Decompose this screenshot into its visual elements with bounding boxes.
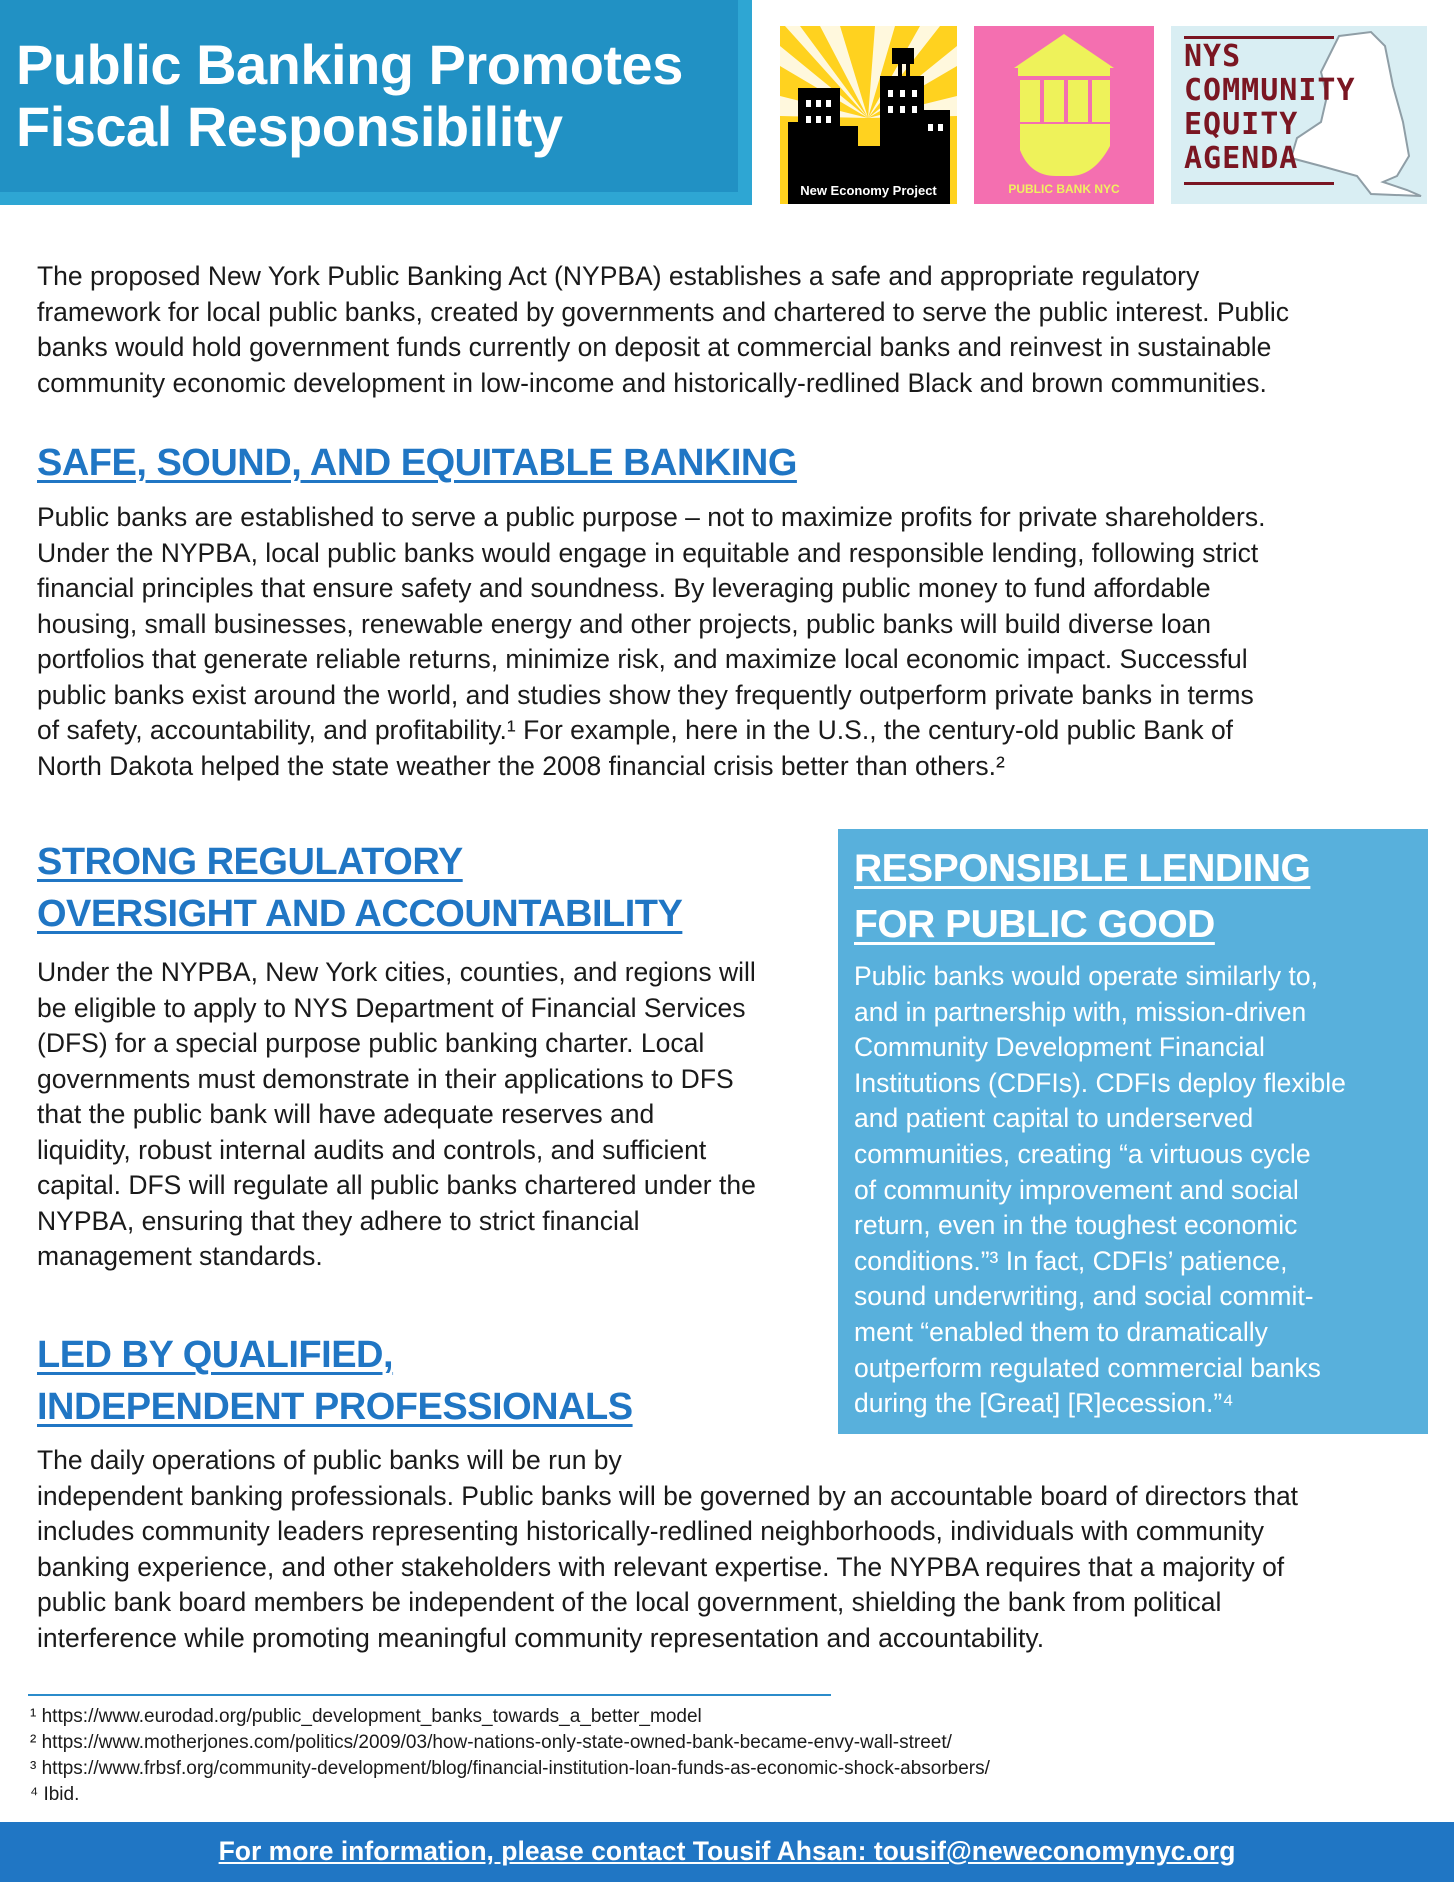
- contact-link[interactable]: For more information, please contact Tousif Ahsan: tousif@neweconomynyc.org: [218, 1836, 1236, 1866]
- text-line: Under the NYPBA, New York cities, counties, and regions will: [37, 957, 756, 987]
- heading-line: INDEPENDENT PROFESSIONALS: [37, 1386, 633, 1428]
- responsible-lending-sidebar: [838, 829, 1428, 1434]
- nys-ceq-top-rule: [1184, 36, 1334, 39]
- text-line: Community Development Financial: [854, 1032, 1265, 1063]
- nys-community-equity-agenda-logo: [1171, 26, 1427, 204]
- text-line: The daily operations of public banks will be run by: [37, 1445, 622, 1475]
- text-line: Under the NYPBA, local public banks would engage in equitable and responsible lending, following strict: [37, 537, 1259, 568]
- contact-footer: [0, 1822, 1454, 1882]
- text-line: (DFS) for a special purpose public banking charter. Local: [37, 1028, 705, 1058]
- new-economy-project-label: New Economy Project: [800, 183, 937, 198]
- text-line: and in partnership with, mission-driven: [854, 996, 1307, 1027]
- footnote-divider: [28, 1694, 831, 1696]
- text-line: banks would hold government funds currently on deposit at commercial banks and reinvest in sustainable: [37, 332, 1272, 362]
- text-line: interference while promoting meaningful community representation and accountability.: [37, 1622, 1045, 1653]
- city-skyline-sunburst-icon: [780, 26, 957, 204]
- text-line: liquidity, robust internal audits and controls, and sufficient: [37, 1134, 707, 1165]
- intro-paragraph: [37, 259, 1289, 401]
- nys-ceq-bottom-rule: [1184, 182, 1334, 185]
- text-line: financial principles that ensure safety and soundness. By leveraging public money to fund affordable: [37, 573, 1211, 603]
- text-line: sound underwriting, and social commit-: [854, 1281, 1314, 1312]
- footnotes: [30, 1704, 990, 1808]
- text-line: Public banks would operate similarly to,: [854, 961, 1318, 991]
- text-line: Institutions (CDFIs). CDFIs deploy flexible: [854, 1067, 1346, 1098]
- bank-fist-icon: [974, 26, 1154, 204]
- nys-ceq-word: NYS: [1184, 39, 1242, 74]
- text-line: includes community leaders representing historically-redlined neighborhoods, individuals with community: [37, 1516, 1264, 1546]
- text-line: NYPBA, ensuring that they adhere to strict financial: [37, 1205, 640, 1236]
- text-line: during the [Great] [R]ecession.”⁴: [854, 1388, 1234, 1419]
- text-line: independent banking professionals. Public banks will be governed by an accountable board of directors that: [37, 1480, 1299, 1511]
- footnote-2[interactable]: ² https://www.motherjones.com/politics/2009/03/how-nations-only-state-owned-bank-became-envy-wall-street/: [30, 1732, 952, 1753]
- text-line: framework for local public banks, created by governments and chartered to serve the public interest. Public: [37, 296, 1290, 327]
- nys-ceq-wordmark: [1184, 40, 1356, 176]
- footnote-3[interactable]: ³ https://www.frbsf.org/community-development/blog/financial-institution-loan-funds-as-economic-shock-absorbers/: [30, 1758, 990, 1779]
- section-heading-safe-sound: SAFE, SOUND, AND EQUITABLE BANKING: [37, 442, 797, 484]
- text-line: banking experience, and other stakeholders with relevant expertise. The NYPBA requires that a majority of: [37, 1551, 1285, 1582]
- text-line: return, even in the toughest economic: [854, 1210, 1298, 1241]
- text-line: management standards.: [37, 1241, 323, 1271]
- footnote-1[interactable]: ¹ https://www.eurodad.org/public_development_banks_towards_a_better_model: [30, 1706, 702, 1727]
- page-title-line-1: Public Banking Promotes: [16, 33, 683, 96]
- text-line: ment “enabled them to dramatically: [854, 1316, 1268, 1347]
- text-line: public bank board members be independent of the local government, shielding the bank from political: [37, 1587, 1222, 1617]
- header-title-box: [0, 0, 738, 192]
- text-line: be eligible to apply to NYS Department of Financial Services: [37, 992, 746, 1023]
- text-line: outperform regulated commercial banks: [854, 1352, 1321, 1383]
- heading-line: OVERSIGHT AND ACCOUNTABILITY: [37, 893, 683, 935]
- text-line: public banks exist around the world, and studies show they frequently outperform private banks in terms: [37, 679, 1254, 710]
- public-bank-nyc-label: PUBLIC BANK NYC: [1008, 182, 1120, 196]
- footnote-4: ⁴ Ibid.: [30, 1784, 80, 1805]
- text-line: Public banks are established to serve a public purpose – not to maximize profits for private shareholders.: [37, 502, 1266, 532]
- safe-sound-paragraph: [37, 500, 1265, 784]
- heading-line: FOR PUBLIC GOOD: [854, 903, 1215, 946]
- text-line: that the public bank will have adequate reserves and: [37, 1099, 655, 1129]
- nys-ceq-word: EQUITY: [1184, 107, 1299, 142]
- text-line: The proposed New York Public Banking Act (NYPBA) establishes a safe and appropriate regulatory: [37, 261, 1200, 291]
- heading-line: STRONG REGULATORY: [37, 841, 463, 883]
- text-line: community economic development in low-income and historically-redlined Black and brown communities.: [37, 367, 1267, 398]
- oversight-paragraph: [37, 955, 756, 1275]
- section-heading-professionals: [37, 1329, 633, 1433]
- text-line: capital. DFS will regulate all public banks chartered under the: [37, 1170, 756, 1200]
- text-line: and patient capital to underserved: [854, 1103, 1254, 1134]
- text-line: communities, creating “a virtuous cycle: [854, 1138, 1311, 1169]
- text-line: of safety, accountability, and profitability.¹ For example, here in the U.S., the century-old public Bank of: [37, 715, 1234, 745]
- new-economy-project-logo: [780, 26, 957, 204]
- text-line: of community improvement and social: [854, 1174, 1299, 1205]
- heading-line: LED BY QUALIFIED,: [37, 1334, 394, 1376]
- heading-line: RESPONSIBLE LENDING: [854, 847, 1311, 890]
- professionals-paragraph: [37, 1443, 1298, 1656]
- text-line: conditions.”³ In fact, CDFIs’ patience,: [854, 1245, 1288, 1276]
- text-line: North Dakota helped the state weather the 2008 financial crisis better than others.²: [37, 750, 1005, 781]
- page-title-line-2: Fiscal Responsibility: [16, 95, 563, 158]
- nys-ceq-word: AGENDA: [1184, 141, 1299, 176]
- responsible-lending-paragraph: [854, 959, 1420, 1422]
- section-heading-oversight: [37, 836, 682, 940]
- nys-ceq-word: COMMUNITY: [1184, 73, 1356, 108]
- text-line: governments must demonstrate in their applications to DFS: [37, 1063, 734, 1094]
- text-line: housing, small businesses, renewable energy and other projects, public banks will build diverse loan: [37, 608, 1212, 639]
- section-heading-responsible-lending: [854, 841, 1310, 953]
- public-bank-nyc-logo: [974, 26, 1154, 204]
- page-title: [16, 34, 683, 158]
- text-line: portfolios that generate reliable returns, minimize risk, and maximize local economic impact. Successful: [37, 644, 1248, 674]
